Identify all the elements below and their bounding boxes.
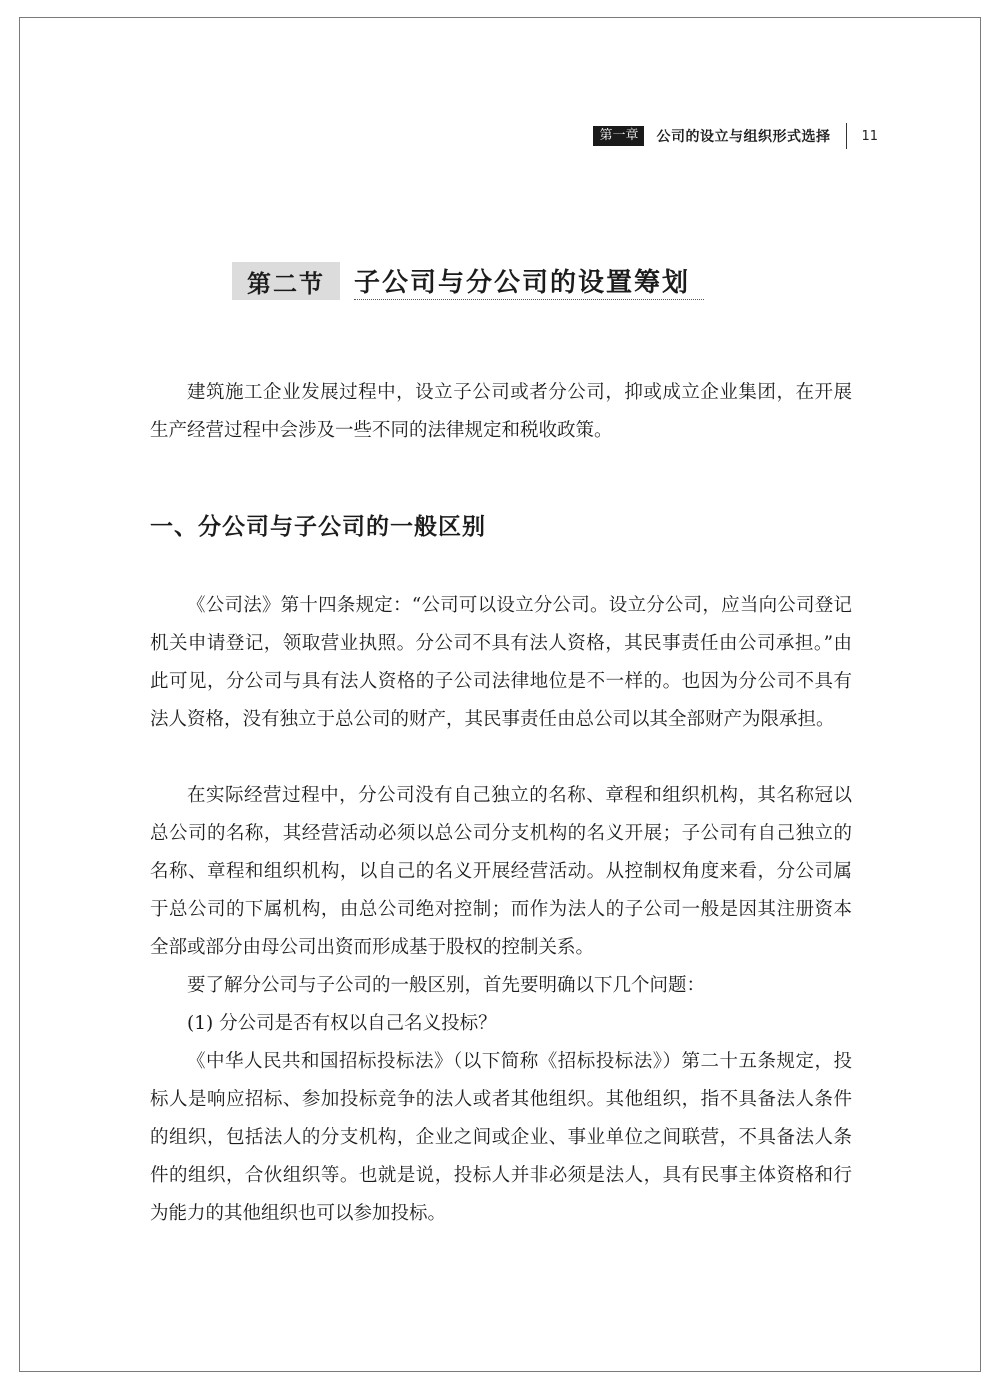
subheading: 一、分公司与子公司的一般区别: [150, 514, 486, 540]
intro-paragraph: 建筑施工企业发展过程中，设立子公司或者分公司，抑或成立企业集团，在开展生产经营过程中会涉及一些不同的法律规定和税收政策。: [150, 382, 852, 441]
running-header: [593, 124, 878, 148]
chapter-title: 公司的设立与组织形式选择: [656, 129, 831, 145]
body-paragraph-4: (1) 分公司是否有权以自己名义投标？: [187, 1013, 497, 1034]
body-paragraph-5: 《中华人民共和国招标投标法》（以下简称《招标投标法》）第二十五条规定，投标人是响应招标、参加投标竞争的法人或者其他组织。其他组织，指不具备法人条件的组织，包括法人的分支机构，企业之间或企业、事业单位之间联营，不具备法人条件的组织，合伙组织等。也就是说，投标人并非必须是法人，具有民事主体资格和行为能力的其他组织也可以参加投标。: [150, 1051, 852, 1224]
section-title: 子公司与分公司的设置筹划: [354, 268, 691, 298]
section-heading: [232, 262, 704, 300]
page-number: 11: [861, 128, 878, 144]
chapter-tag: 第一章: [593, 126, 644, 146]
body-paragraph-2: 在实际经营过程中，分公司没有自己独立的名称、章程和组织机构，其名称冠以总公司的名称，其经营活动必须以总公司分支机构的名义开展；子公司有自己独立的名称、章程和组织机构，以自己的名义开展经营活动。从控制权角度来看，分公司属于总公司的下属机构，由总公司绝对控制；而作为法人的子公司一般是因其注册资本全部或部分由母公司出资而形成基于股权的控制关系。: [150, 785, 852, 958]
body-paragraph-3: 要了解分公司与子公司的一般区别，首先要明确以下几个问题：: [187, 975, 706, 996]
body-paragraph-1: 《公司法》第十四条规定：“公司可以设立分公司。设立分公司，应当向公司登记机关申请登记，领取营业执照。分公司不具有法人资格，其民事责任由公司承担。”由此可见，分公司与具有法人资格的子公司法律地位是不一样的。也因为分公司不具有法人资格，没有独立于总公司的财产，其民事责任由总公司以其全部财产为限承担。: [150, 595, 852, 730]
section-title-wrap: [354, 262, 704, 300]
section-tag: 第二节: [232, 262, 340, 300]
header-divider: [846, 123, 847, 149]
